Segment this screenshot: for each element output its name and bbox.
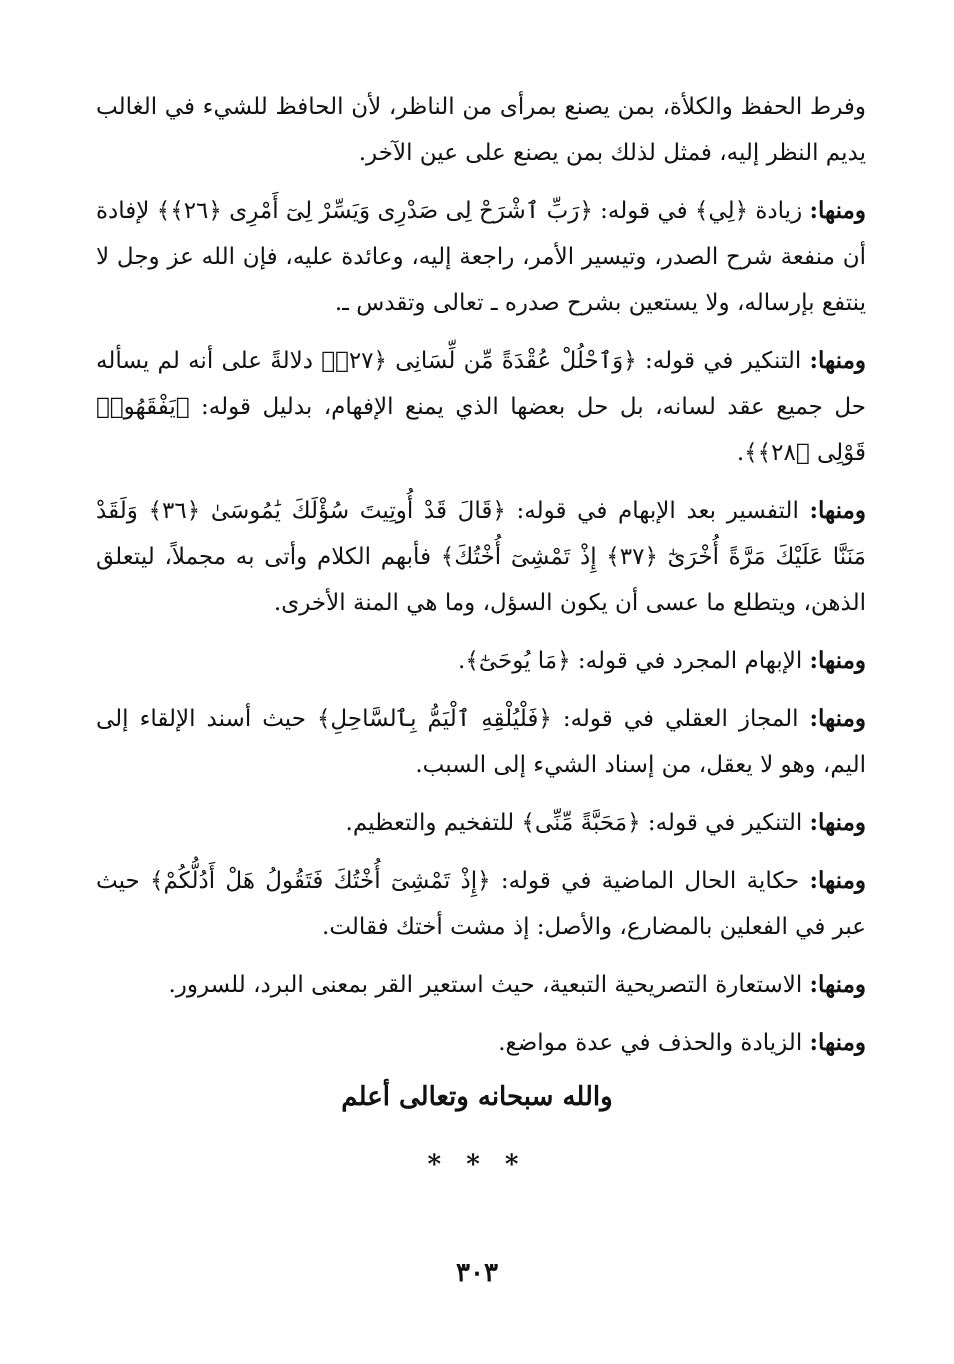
paragraph-text: وفرط الحفظ والكلأة، بمن يصنع بمرأى من الناظر، لأن الحافظ للشيء في الغالب يديم النظر إليه، فمثل لذلك بمن يصنع على عين الآخر. [96, 94, 866, 166]
paragraph-text: المجاز العقلي في قوله: ﴿فَلْيُلْقِهِ ٱلْيَمُّ بِٱلسَّاحِلِ﴾ حيث أسند الإلقاء إلى اليم، وهو لا يعقل، من إسناد الشيء إلى السبب. [96, 706, 866, 778]
paragraph-lead: ومنها: [809, 867, 866, 894]
paragraph-lead: ومنها: [809, 1029, 866, 1056]
section-separator: * * * [427, 1150, 527, 1180]
page-body [96, 84, 866, 1078]
paragraph-lead: ومنها: [809, 347, 866, 374]
closing-phrase: والله سبحانه وتعالى أعلم [341, 1082, 613, 1112]
paragraph-metaphor [96, 696, 866, 788]
paragraph-ambiguity [96, 638, 866, 684]
paragraph-istiara [96, 962, 866, 1008]
paragraph-text: التنكير في قوله: ﴿مَحَبَّةً مِّنِّى﴾ للتفخيم والتعظيم. [345, 810, 810, 836]
paragraph-text: الاستعارة التصريحية التبعية، حيث استعير القر بمعنى البرد، للسرور. [168, 972, 810, 998]
paragraph-lead: ومنها: [809, 647, 866, 674]
paragraph-text: التفسير بعد الإبهام في قوله: ﴿قَالَ قَدْ أُوتِيتَ سُؤْلَكَ يَٰمُوسَىٰ ﴿٣٦﴾ وَلَقَدْ مَنَنَّا عَلَيْكَ مَرَّةً أُخْرَىٰٓ ﴿٣٧﴾ إِذْ تَمْشِىٓ أُخْتُكَ﴾ فأبهم الكلام وأتى به مجملاً، ليتعلق الذهن، ويتطلع ما عسى أن يكون السؤل، وما هي المنة الأخرى. [96, 498, 866, 616]
paragraph-glorification [96, 800, 866, 846]
paragraph-text: زيادة ﴿لِي﴾ في قوله: ﴿رَبِّ ٱشْرَحْ لِى صَدْرِى وَيَسِّرْ لِىٓ أَمْرِى ﴿٢٦﴾﴾ لإفادة أن منفعة شرح الصدر، وتيسير الأمر، راجعة إليه، وعائدة عليه، فإن الله عز وجل لا ينتفع بإرساله، ولا يستعين بشرح صدره ـ تعالى وتقدس ـ. [96, 198, 866, 316]
paragraph-continuation [96, 84, 866, 176]
paragraph-text: الإبهام المجرد في قوله: ﴿مَا يُوحَىٰٓ﴾. [458, 648, 810, 674]
paragraph-lead: ومنها: [809, 971, 866, 998]
paragraph-addition-li [96, 188, 866, 326]
paragraph-text: الزيادة والحذف في عدة مواضع. [498, 1030, 810, 1056]
paragraph-lead: ومنها: [809, 809, 866, 836]
paragraph-text: حكاية الحال الماضية في قوله: ﴿إِذْ تَمْشِىٓ أُخْتُكَ فَتَقُولُ هَلْ أَدُلُّكُمْ﴾ حيث عبر في الفعلين بالمضارع، والأصل: إذ مشت أختك فقالت. [96, 868, 866, 940]
paragraph-past-narration [96, 858, 866, 950]
paragraph-text: التنكير في قوله: ﴿وَٱحْلُلْ عُقْدَةً مِّن لِّسَانِى ﴿٢٧﴾﴾ دلالةً على أنه لم يسأله حل جميع عقد لسانه، بل حل بعضها الذي يمنع الإفهام، بدليل قوله: ﴿يَفْقَهُوا۟ قَوْلِى ﴿٢٨﴾﴾. [96, 348, 866, 466]
paragraph-lead: ومنها: [809, 497, 866, 524]
page-number: ٣٠٣ [456, 1258, 498, 1288]
paragraph-lead: ومنها: [809, 705, 866, 732]
paragraph-addition-omission [96, 1020, 866, 1066]
paragraph-explanation [96, 488, 866, 626]
paragraph-lead: ومنها: [809, 197, 866, 224]
paragraph-indefinite [96, 338, 866, 476]
